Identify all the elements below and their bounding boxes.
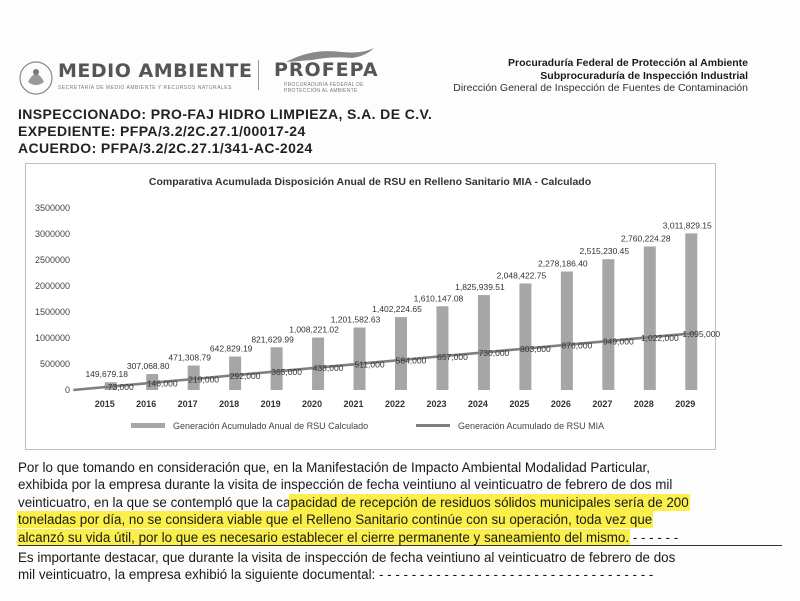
bar-value-label: 2,760,224.28	[620, 233, 671, 244]
x-tick-label: 2019	[260, 399, 281, 409]
y-tick-label: 500000	[39, 359, 70, 369]
bar	[685, 233, 697, 390]
bar-value-label: 307,068.80	[126, 361, 170, 372]
medio-ambiente-logo: MEDIO AMBIENTE	[58, 60, 253, 82]
profepa-subtitle-2: PROTECCIÓN AL AMBIENTE	[284, 88, 358, 94]
line-value-label: 1,022,000	[640, 332, 679, 343]
legend-line-label: Generación Acumulado de RSU MIA	[458, 421, 605, 431]
paragraph-dashes: - - - - - -	[629, 529, 679, 545]
line-value-label: 949,000	[602, 336, 634, 347]
x-tick-label: 2023	[426, 399, 447, 409]
bar	[602, 259, 614, 390]
bar-value-label: 3,011,829.15	[662, 220, 712, 231]
line-value-label: 146,000	[146, 378, 178, 389]
x-tick-label: 2025	[509, 399, 530, 409]
line-value-label: 511,000	[354, 359, 385, 370]
bar	[436, 306, 448, 390]
directorate-name: Dirección General de Inspección de Fuentes de Contaminación	[453, 82, 748, 94]
paragraph-text: veinticuatro, en la que se contempló que la ca	[18, 494, 291, 510]
chart-container	[25, 163, 721, 450]
bar-value-label: 2,515,230.45	[579, 246, 630, 257]
coat-of-arms-icon	[18, 58, 54, 98]
bar	[478, 295, 490, 390]
sub-agency-name: Subprocuraduría de Inspección Industrial	[540, 70, 748, 82]
paragraph-documents	[18, 549, 754, 584]
legend-bar-label: Generación Acumulado Anual de RSU Calculado	[173, 421, 369, 431]
paragraph-line	[18, 494, 754, 511]
paragraph-line: mil veinticuatro, la empresa exhibió la siguiente documental: - - - - - - - - - - - - - - - - - - - - - - - - - - - - - - - - - -	[18, 567, 654, 583]
x-tick-label: 2026	[550, 399, 571, 409]
profepa-subtitle-1: PROCURADURÍA FEDERAL DE	[284, 82, 364, 88]
chart-title: Comparativa Acumulada Disposición Anual de RSU en Relleno Sanitario MIA - Calculado	[148, 176, 592, 188]
paragraph-line: Es importante destacar, que durante la visita de inspección de fecha veintiuno al veinticuatro de febrero de dos	[18, 550, 676, 565]
bar-value-label: 642,829.19	[209, 343, 253, 354]
line-value-label: 438,000	[312, 363, 344, 374]
bar	[395, 317, 407, 390]
bar-value-label: 471,308.79	[168, 352, 211, 363]
bar-value-label: 2,048,422.75	[496, 270, 547, 281]
bar-value-label: 2,278,186.40	[538, 258, 588, 269]
x-tick-label: 2022	[384, 399, 406, 409]
bar-value-label: 1,008,221.02	[289, 324, 339, 335]
line-value-label: 657,000	[437, 351, 468, 362]
highlighted-text: alcanzó su vida útil, por lo que es necesario establecer el cierre permanente y saneamiento del mismo.	[18, 529, 630, 545]
line-value-label: 292,000	[229, 370, 261, 381]
chart-legend	[131, 421, 604, 431]
bar-value-label: 149,679.18	[85, 369, 129, 380]
y-tick-label: 3500000	[34, 203, 70, 213]
bar-value-label: 1,402,224.65	[372, 304, 422, 315]
line-value-label: 876,000	[561, 340, 593, 351]
bar-value-label: 1,610,147.08	[413, 293, 464, 304]
x-tick-label: 2016	[136, 399, 157, 409]
file-number: EXPEDIENTE: PFPA/3.2/2C.27.1/00017-24	[18, 123, 306, 139]
x-tick-label: 2017	[177, 399, 198, 409]
y-tick-label: 3000000	[34, 229, 70, 239]
bar	[561, 272, 573, 390]
cumulative-rsu-chart	[26, 164, 721, 449]
legend-line-swatch	[416, 424, 450, 427]
x-tick-label: 2028	[633, 399, 654, 409]
line-value-label: 219,000	[188, 374, 220, 385]
y-tick-label: 2500000	[34, 255, 70, 265]
paragraph-line: exhibida por la empresa durante la visita de inspección de fecha veintiuno al veinticuatro de febrero de dos mil	[18, 477, 673, 493]
highlighted-text: pacidad de recepción de residuos sólidos municipales sería de 200	[290, 494, 689, 510]
medio-ambiente-subtitle: SECRETARÍA DE MEDIO AMBIENTE Y RECURSOS NATURALES	[58, 85, 232, 91]
logo-divider	[258, 60, 259, 90]
x-tick-label: 2024	[467, 399, 488, 409]
line-value-label: 730,000	[478, 348, 510, 359]
y-tick-label: 2000000	[34, 281, 70, 291]
x-axis	[95, 399, 696, 409]
line-value-label: 365,000	[271, 367, 302, 378]
y-tick-label: 1500000	[34, 307, 70, 317]
x-tick-label: 2020	[302, 399, 323, 409]
x-tick-label: 2018	[219, 399, 240, 409]
x-tick-label: 2029	[675, 399, 696, 409]
y-tick-label: 0	[64, 385, 70, 395]
bar	[519, 283, 531, 390]
paragraph-conclusion	[18, 459, 754, 546]
inspected-party: INSPECCIONADO: PRO-FAJ HIDRO LIMPIEZA, S.A. DE C.V.	[18, 106, 433, 122]
line-value-label: 803,000	[520, 344, 551, 355]
x-tick-label: 2027	[592, 399, 613, 409]
section-divider	[18, 545, 782, 546]
bar	[644, 246, 656, 390]
y-axis	[35, 203, 70, 395]
bar-value-label: 1,825,939.51	[455, 282, 505, 293]
line-value-label: 73,000	[107, 382, 134, 393]
agency-name: Procuraduría Federal de Protección al Ambiente	[507, 57, 748, 69]
profepa-logo: PROFEPA	[274, 59, 379, 81]
legend-bar-swatch	[131, 423, 165, 428]
paragraph-line	[18, 529, 754, 546]
x-tick-label: 2021	[343, 399, 364, 409]
y-tick-label: 1000000	[34, 333, 70, 343]
bar-value-label: 1,201,582.63	[330, 314, 381, 325]
paragraph-line	[18, 511, 754, 528]
paragraph-line: Por lo que tomando en consideración que, en la Manifestación de Impacto Ambiental Modalidad Particular,	[18, 460, 650, 475]
agreement-number: ACUERDO: PFPA/3.2/2C.27.1/341-AC-2024	[18, 140, 313, 156]
highlighted-text: toneladas por día, no se considera viable que el Relleno Sanitario continúe con su operación, toda vez que	[18, 512, 653, 528]
line-value-label: 584,000	[395, 355, 427, 366]
x-tick-label: 2015	[94, 399, 115, 409]
line-value-label: 1,095,000	[682, 329, 721, 340]
bar-value-label: 821,629.99	[251, 334, 294, 345]
